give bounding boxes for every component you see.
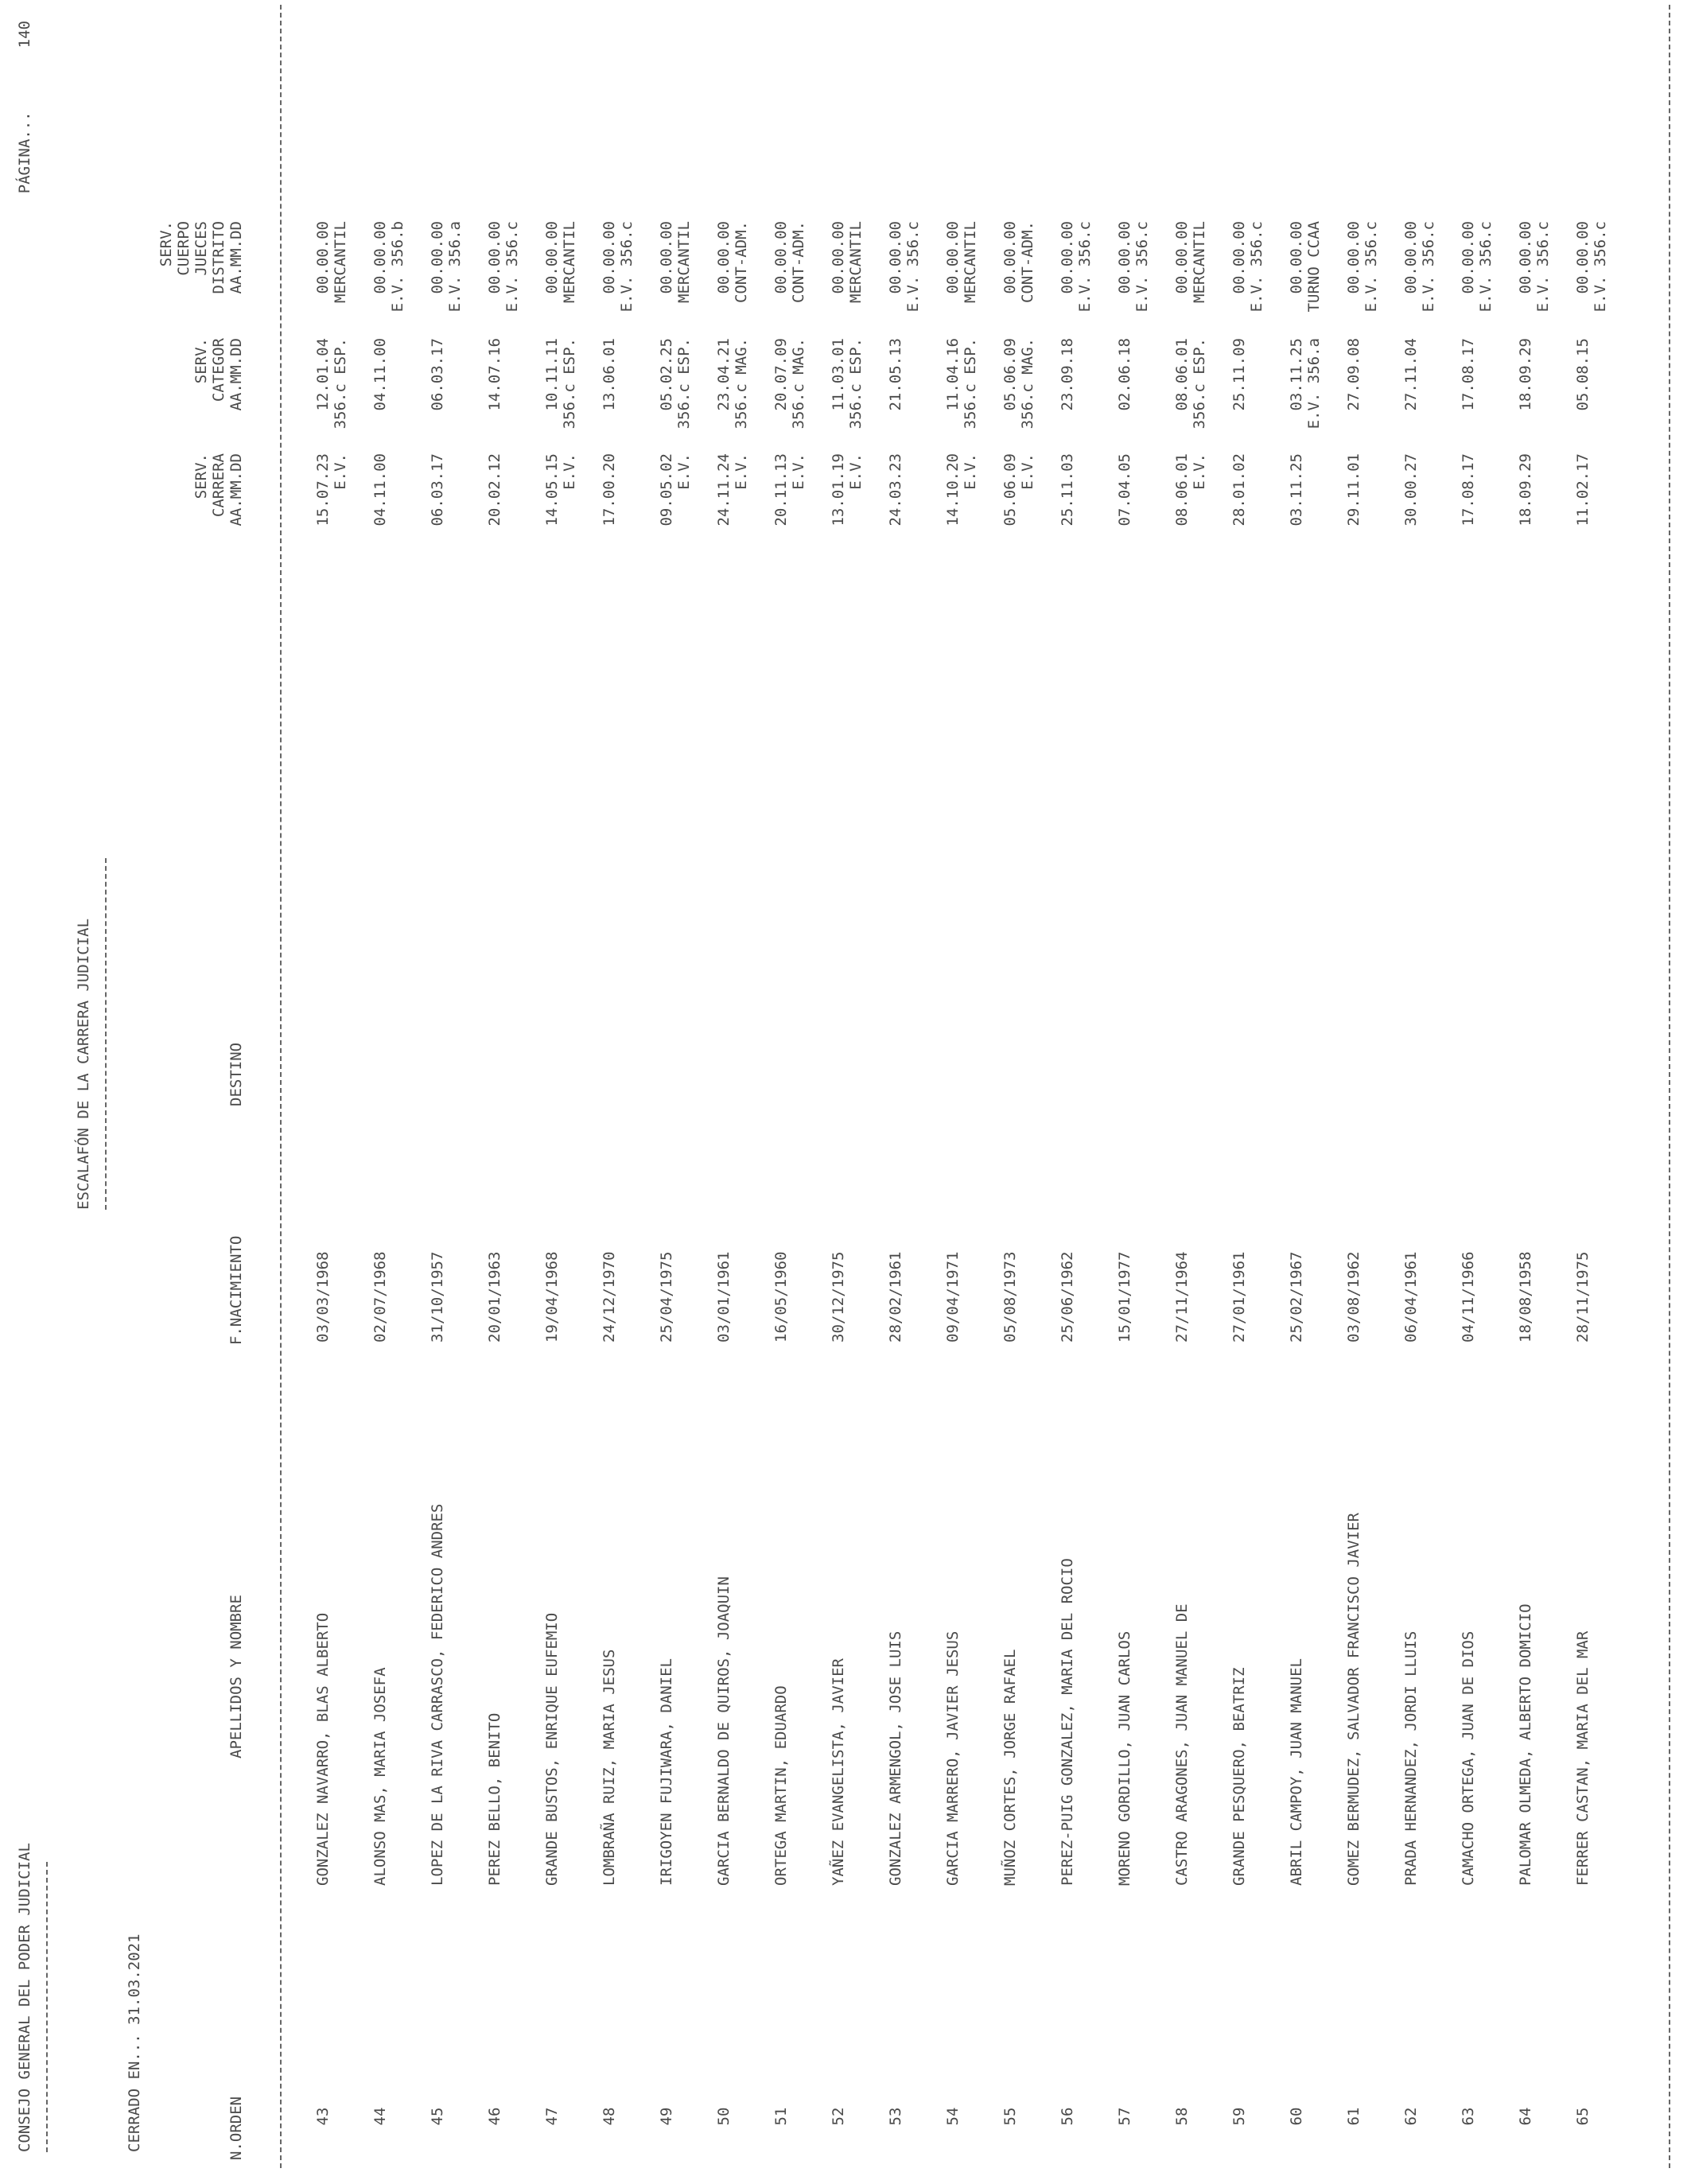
service-district: 00.00.00 (1460, 221, 1477, 294)
category-note: 356.c MAG. (733, 338, 750, 429)
category-note: 356.c ESP. (1191, 338, 1208, 429)
table-row (1574, 0, 1631, 2184)
service-category: 12.01.04 (314, 338, 332, 411)
service-category: 11.04.16 (944, 338, 962, 411)
district-note: E.V. 356.c (1592, 221, 1609, 313)
table-row (314, 0, 371, 2184)
col-header-categoria: SERV. CATEGOR AA.MM.DD (192, 338, 245, 411)
career-note: E.V. (1019, 453, 1036, 490)
service-category: 27.09.08 (1345, 338, 1363, 411)
service-district: 00.00.00 (772, 221, 790, 294)
birth-date: 02/07/1968 (371, 1251, 389, 1343)
birth-date: 18/08/1958 (1517, 1251, 1534, 1343)
order-number: 59 (1230, 2107, 1248, 2126)
district-note: E.V. 356.c (1133, 221, 1151, 313)
birth-date: 03/01/1961 (715, 1251, 733, 1343)
service-district: 00.00.00 (1173, 221, 1191, 294)
birth-date: 04/11/1966 (1460, 1251, 1477, 1343)
service-district: 00.00.00 (486, 221, 503, 294)
order-number: 52 (830, 2107, 847, 2126)
service-career: 20.11.13 (772, 453, 790, 527)
service-category: 10.11.11 (543, 338, 561, 411)
service-career: 30.00.27 (1402, 453, 1420, 527)
full-name: ALONSO MAS, MARIA JOSEFA (371, 1667, 389, 1886)
service-district: 00.00.00 (830, 221, 847, 294)
service-career: 17.00.20 (601, 453, 618, 527)
service-district: 00.00.00 (1345, 221, 1363, 294)
order-number: 58 (1173, 2107, 1191, 2126)
service-district: 00.00.00 (1059, 221, 1076, 294)
service-district: 00.00.00 (314, 221, 332, 294)
service-district: 00.00.00 (1402, 221, 1420, 294)
birth-date: 19/04/1968 (543, 1251, 561, 1343)
full-name: CASTRO ARAGONES, JUAN MANUEL DE (1173, 1603, 1191, 1886)
table-row (1059, 0, 1116, 2184)
service-career: 05.06.09 (1001, 453, 1019, 527)
header-rule (280, 5, 282, 2168)
district-note: MERCANTIL (561, 221, 578, 303)
service-district: 00.00.00 (1288, 221, 1305, 294)
service-district: 00.00.00 (429, 221, 446, 294)
service-category: 14.07.16 (486, 338, 503, 411)
district-note: MERCANTIL (962, 221, 979, 303)
full-name: GONZALEZ ARMENGOL, JOSE LUIS (887, 1630, 904, 1886)
order-number: 64 (1517, 2107, 1534, 2126)
birth-date: 25/02/1967 (1288, 1251, 1305, 1343)
service-category: 23.09.18 (1059, 338, 1076, 411)
service-career: 28.01.02 (1230, 453, 1248, 527)
full-name: MORENO GORDILLO, JUAN CARLOS (1116, 1630, 1133, 1886)
birth-date: 03/03/1968 (314, 1251, 332, 1343)
full-name: ORTEGA MARTIN, EDUARDO (772, 1685, 790, 1886)
table-row (772, 0, 830, 2184)
service-career: 08.06.01 (1173, 453, 1191, 527)
order-number: 63 (1460, 2107, 1477, 2126)
order-number: 50 (715, 2107, 733, 2126)
birth-date: 03/08/1962 (1345, 1251, 1363, 1343)
career-note: E.V. (1191, 453, 1208, 490)
full-name: PALOMAR OLMEDA, ALBERTO DOMICIO (1517, 1603, 1534, 1886)
col-header-destino: DESTINO (227, 1042, 245, 1106)
birth-date: 06/04/1961 (1402, 1251, 1420, 1343)
service-career: 07.04.05 (1116, 453, 1133, 527)
full-name: GRANDE BUSTOS, ENRIQUE EUFEMIO (543, 1612, 561, 1886)
career-note: E.V. (675, 453, 693, 490)
order-number: 60 (1288, 2107, 1305, 2126)
service-district: 00.00.00 (543, 221, 561, 294)
career-note: E.V. (962, 453, 979, 490)
service-category: 18.09.29 (1517, 338, 1534, 411)
birth-date: 20/01/1963 (486, 1251, 503, 1343)
full-name: LOMBRAÑA RUIZ, MARIA JESUS (601, 1649, 618, 1886)
category-note: 356.c ESP. (962, 338, 979, 429)
birth-date: 28/11/1975 (1574, 1251, 1592, 1343)
service-career: 09.05.02 (658, 453, 675, 527)
service-category: 04.11.00 (371, 338, 389, 411)
order-number: 43 (314, 2107, 332, 2126)
district-note: E.V. 356.c (1363, 221, 1380, 313)
service-category: 05.08.15 (1574, 338, 1592, 411)
district-note: MERCANTIL (675, 221, 693, 303)
full-name: PEREZ-PUIG GONZALEZ, MARIA DEL ROCIO (1059, 1558, 1076, 1886)
district-note: MERCANTIL (332, 221, 349, 303)
category-note: 356.c MAG. (790, 338, 807, 429)
order-number: 44 (371, 2107, 389, 2126)
full-name: GOMEZ BERMUDEZ, SALVADOR FRANCISCO JAVIER (1345, 1513, 1363, 1886)
table-row (715, 0, 772, 2184)
district-note: E.V. 356.c (618, 221, 636, 313)
col-header-n-orden: N.ORDEN (227, 2096, 245, 2160)
service-district: 00.00.00 (944, 221, 962, 294)
order-number: 53 (887, 2107, 904, 2126)
order-number: 47 (543, 2107, 561, 2126)
full-name: FERRER CASTAN, MARIA DEL MAR (1574, 1630, 1592, 1886)
order-number: 57 (1116, 2107, 1133, 2126)
table-row (1116, 0, 1173, 2184)
service-district: 00.00.00 (1116, 221, 1133, 294)
birth-date: 27/11/1964 (1173, 1251, 1191, 1343)
service-category: 13.06.01 (601, 338, 618, 411)
order-number: 49 (658, 2107, 675, 2126)
col-header-distrito: SERV. CUERPO JUECES DISTRITO AA.MM.DD (157, 221, 245, 294)
service-career: 11.02.17 (1574, 453, 1592, 527)
page-number: PÁGINA... 140 (16, 21, 33, 194)
district-note: CONT-ADM. (790, 221, 807, 303)
service-career: 14.10.20 (944, 453, 962, 527)
full-name: GARCIA MARRERO, JAVIER JESUS (944, 1630, 962, 1886)
district-note: MERCANTIL (1191, 221, 1208, 303)
service-career: 15.07.23 (314, 453, 332, 527)
service-district: 00.00.00 (658, 221, 675, 294)
service-career: 24.03.23 (887, 453, 904, 527)
full-name: MUÑOZ CORTES, JORGE RAFAEL (1001, 1649, 1019, 1886)
service-district: 00.00.00 (715, 221, 733, 294)
service-career: 06.03.17 (429, 453, 446, 527)
service-career: 04.11.00 (371, 453, 389, 527)
organization-underline (46, 1862, 48, 2152)
district-note: E.V. 356.c (1534, 221, 1552, 313)
district-note: CONT-ADM. (1019, 221, 1036, 303)
district-note: E.V. 356.a (446, 221, 464, 313)
birth-date: 24/12/1970 (601, 1251, 618, 1343)
order-number: 55 (1001, 2107, 1019, 2126)
order-number: 61 (1345, 2107, 1363, 2126)
table-row (601, 0, 658, 2184)
table-row (543, 0, 601, 2184)
service-category: 05.02.25 (658, 338, 675, 411)
service-career: 24.11.24 (715, 453, 733, 527)
service-category: 17.08.17 (1460, 338, 1477, 411)
service-district: 00.00.00 (1001, 221, 1019, 294)
organization-title: CONSEJO GENERAL DEL PODER JUDICIAL (16, 1843, 33, 2152)
service-district: 00.00.00 (1574, 221, 1592, 294)
table-row (658, 0, 715, 2184)
service-category: 25.11.09 (1230, 338, 1248, 411)
full-name: LOPEZ DE LA RIVA CARRASCO, FEDERICO ANDRES (429, 1503, 446, 1886)
district-note: E.V. 356.b (389, 221, 406, 313)
order-number: 65 (1574, 2107, 1592, 2126)
service-category: 23.04.21 (715, 338, 733, 411)
document-title: ESCALAFÓN DE LA CARRERA JUDICIAL (75, 918, 92, 1210)
district-note: E.V. 356.c (1477, 221, 1495, 313)
birth-date: 25/04/1975 (658, 1251, 675, 1343)
full-name: PRADA HERNANDEZ, JORDI LLUIS (1402, 1630, 1420, 1886)
title-underline (105, 858, 107, 1210)
category-note: 356.c ESP. (847, 338, 865, 429)
service-category: 05.06.09 (1001, 338, 1019, 411)
career-note: E.V. (847, 453, 865, 490)
service-career: 29.11.01 (1345, 453, 1363, 527)
staff-list (314, 0, 1690, 2184)
table-row (1288, 0, 1345, 2184)
table-row (1517, 0, 1574, 2184)
full-name: PEREZ BELLO, BENITO (486, 1712, 503, 1886)
table-row (1001, 0, 1059, 2184)
service-district: 00.00.00 (601, 221, 618, 294)
birth-date: 05/08/1973 (1001, 1251, 1019, 1343)
order-number: 51 (772, 2107, 790, 2126)
bottom-rule (1669, 5, 1670, 2168)
district-note: E.V. 356.c (503, 221, 521, 313)
service-district: 00.00.00 (1517, 221, 1534, 294)
closing-date: CERRADO EN... 31.03.2021 (126, 1933, 143, 2152)
table-row (830, 0, 887, 2184)
service-category: 21.05.13 (887, 338, 904, 411)
order-number: 48 (601, 2107, 618, 2126)
district-note: E.V. 356.c (1248, 221, 1265, 313)
service-career: 14.05.15 (543, 453, 561, 527)
career-note: E.V. (332, 453, 349, 490)
order-number: 54 (944, 2107, 962, 2126)
full-name: YAÑEZ EVANGELISTA, JAVIER (830, 1658, 847, 1886)
district-note: CONT-ADM. (733, 221, 750, 303)
order-number: 45 (429, 2107, 446, 2126)
service-category: 08.06.01 (1173, 338, 1191, 411)
service-career: 17.08.17 (1460, 453, 1477, 527)
full-name: ABRIL CAMPOY, JUAN MANUEL (1288, 1658, 1305, 1886)
table-row (944, 0, 1001, 2184)
category-note: 356.c ESP. (561, 338, 578, 429)
service-category: 11.03.01 (830, 338, 847, 411)
service-category: 27.11.04 (1402, 338, 1420, 411)
table-row (429, 0, 486, 2184)
full-name: GARCIA BERNALDO DE QUIROS, JOAQUIN (715, 1576, 733, 1886)
col-header-nombre: APELLIDOS Y NOMBRE (227, 1595, 245, 1758)
birth-date: 31/10/1957 (429, 1251, 446, 1343)
table-row (1230, 0, 1288, 2184)
table-row (887, 0, 944, 2184)
service-district: 00.00.00 (887, 221, 904, 294)
district-note: TURNO CCAA (1305, 221, 1323, 313)
full-name: CAMACHO ORTEGA, JUAN DE DIOS (1460, 1630, 1477, 1886)
col-header-nacimiento: F.NACIMIENTO (227, 1235, 245, 1345)
birth-date: 15/01/1977 (1116, 1251, 1133, 1343)
district-note: E.V. 356.c (1420, 221, 1437, 313)
full-name: GONZALEZ NAVARRO, BLAS ALBERTO (314, 1612, 332, 1886)
category-note: 356.c MAG. (1019, 338, 1036, 429)
order-number: 46 (486, 2107, 503, 2126)
service-career: 20.02.12 (486, 453, 503, 527)
service-career: 13.01.19 (830, 453, 847, 527)
career-note: E.V. (561, 453, 578, 490)
service-category: 20.07.09 (772, 338, 790, 411)
table-row (486, 0, 543, 2184)
career-note: E.V. (790, 453, 807, 490)
category-note: 356.c ESP. (332, 338, 349, 429)
table-row (371, 0, 429, 2184)
table-row (1173, 0, 1230, 2184)
service-category: 02.06.18 (1116, 338, 1133, 411)
birth-date: 30/12/1975 (830, 1251, 847, 1343)
table-row (1460, 0, 1517, 2184)
career-note: E.V. (733, 453, 750, 490)
service-category: 03.11.25 (1288, 338, 1305, 411)
birth-date: 28/02/1961 (887, 1251, 904, 1343)
order-number: 62 (1402, 2107, 1420, 2126)
birth-date: 25/06/1962 (1059, 1251, 1076, 1343)
birth-date: 27/01/1961 (1230, 1251, 1248, 1343)
service-career: 03.11.25 (1288, 453, 1305, 527)
category-note: E.V. 356.a (1305, 338, 1323, 429)
table-row (1345, 0, 1402, 2184)
birth-date: 09/04/1971 (944, 1251, 962, 1343)
service-district: 00.00.00 (1230, 221, 1248, 294)
table-row (1402, 0, 1460, 2184)
district-note: MERCANTIL (847, 221, 865, 303)
district-note: E.V. 356.c (1076, 221, 1094, 313)
service-category: 06.03.17 (429, 338, 446, 411)
full-name: IRIGOYEN FUJIWARA, DANIEL (658, 1658, 675, 1886)
service-career: 25.11.03 (1059, 453, 1076, 527)
order-number: 56 (1059, 2107, 1076, 2126)
category-note: 356.c ESP. (675, 338, 693, 429)
full-name: GRANDE PESQUERO, BEATRIZ (1230, 1667, 1248, 1886)
col-header-carrera: SERV. CARRERA AA.MM.DD (192, 453, 245, 527)
birth-date: 16/05/1960 (772, 1251, 790, 1343)
service-career: 18.09.29 (1517, 453, 1534, 527)
service-district: 00.00.00 (371, 221, 389, 294)
district-note: E.V. 356.c (904, 221, 922, 313)
